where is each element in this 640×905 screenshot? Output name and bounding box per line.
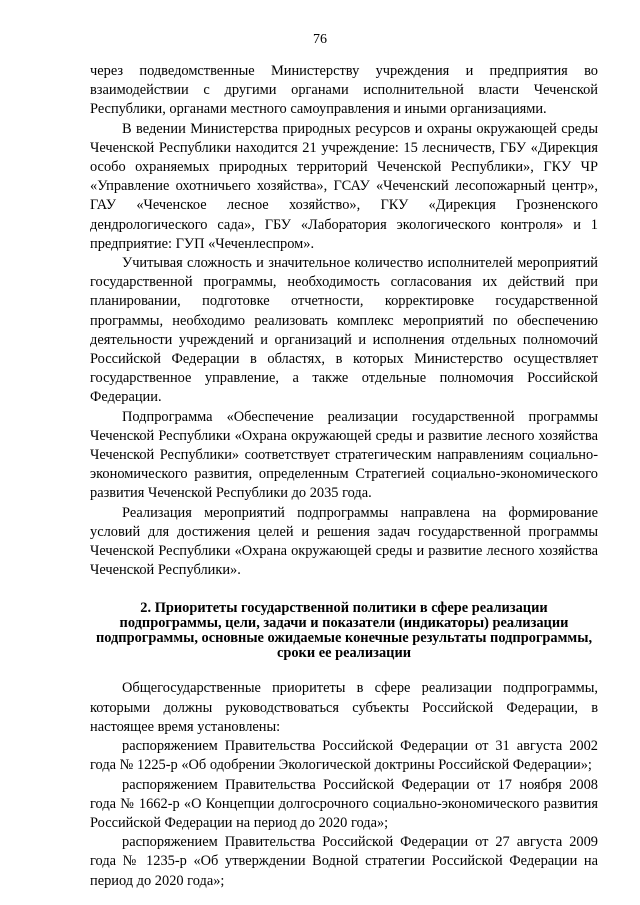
paragraph-institutions: В ведении Министерства природных ресурсов и охраны окружающей среды Чеченской Республики находится 21 учреждение: 15 лесничеств, ГБУ «Дирекция особо охраняемых природных территорий Чеченской Республики», ГКУ ЧР «Управление охотничьего хозяйства», ГСАУ «Чеченский лесопожарный центр», ГАУ «Чеченское лесное хозяйство», ГКУ «Дирекция Грозненского дендрологического сада», ГБУ «Лаборатория экологического контроля» и 1 предприятие: ГУП «Чеченлеспром». — [90, 120, 598, 252]
section-heading: 2. Приоритеты государственной политики в сфере реализации подпрограммы, цели, задачи и показатели (индикаторы) реализации подпрограммы, основные ожидаемые конечные результаты подпрограммы, сроки ее реализации — [95, 600, 593, 662]
paragraph-subprogram-strategy: Подпрограмма «Обеспечение реализации государственной программы Чеченской Республики «Охрана окружающей среды и развитие лесного хозяйства Чеченской Республики» соответствует стратегическим направлениям социально-экономического развития, определенным Стратегией социально-экономического развития Чеченской Республики до 2035 года. — [90, 408, 598, 502]
list-item-decree-1235: распоряжением Правительства Российской Федерации от 27 августа 2009 года № 1235-р «Об утверждении Водной стратегии Российской Федерации на период до 2020 года»; — [90, 834, 598, 889]
page-number: 76 — [313, 32, 327, 47]
paragraph-priorities: Общегосударственные приоритеты в сфере реализации подпрограммы, которыми должны руководствоваться субъекты Российской Федерации, в настоящее время установлены: — [90, 680, 598, 735]
document-body — [90, 62, 598, 891]
list-item-decree-1662: распоряжением Правительства Российской Федерации от 17 ноября 2008 года № 1662-р «О Концепции долгосрочного социально-экономического развития Российской Федерации на период до 2020 года»; — [90, 776, 598, 831]
paragraph-continuation: через подведомственные Министерству учреждения и предприятия во взаимодействии с другими органами исполнительной власти Чеченской Республики, органами местного самоуправления и иными организациями. — [90, 63, 598, 118]
list-item-decree-1225: распоряжением Правительства Российской Федерации от 31 августа 2002 года № 1225-р «Об одобрении Экологической доктрины Российской Федерации»; — [90, 738, 598, 774]
paragraph-implementation: Реализация мероприятий подпрограммы направлена на формирование условий для достижения целей и решения задач государственной программы Чеченской Республики «Охрана окружающей среды и развитие лесного хозяйства Чеченской Республики». — [90, 504, 598, 579]
paragraph-complexity: Учитывая сложность и значительное количество исполнителей мероприятий государственной программы, необходимость согласования их действий при планировании, подготовке отчетности, корректировке государственной программы, необходимо реализовать комплекс мероприятий по обеспечению деятельности учреждений и организаций и исполнения отдельных полномочий Российской Федерации в областях, в которых Министерство осуществляет государственное управление, а также отдельные полномочия Российской Федерации. — [90, 255, 598, 406]
